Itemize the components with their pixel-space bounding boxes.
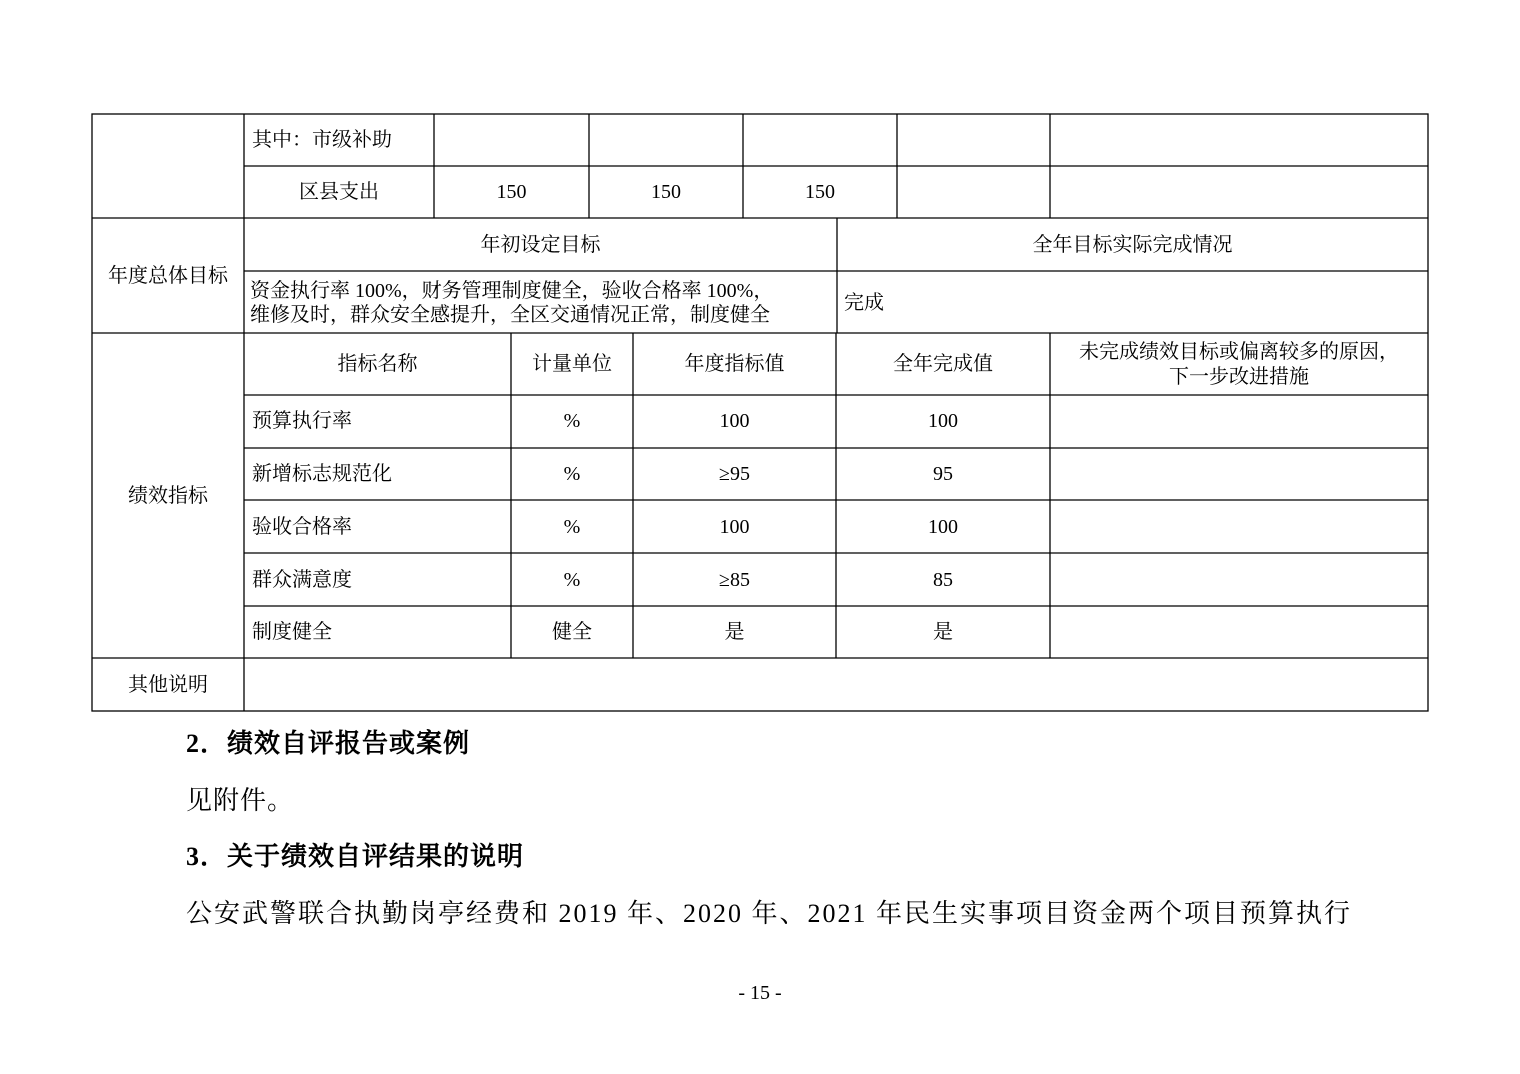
planned-goal-text-line2: 维修及时，群众安全感提升，全区交通情况正常，制度健全: [250, 304, 770, 326]
planned-goal-text-line1: 资金执行率 100%，财务管理制度健全，验收合格率 100%，: [250, 280, 774, 302]
indicator-actual: 100: [928, 410, 958, 432]
indicator-target: 是: [724, 621, 745, 643]
indicator-actual: 95: [933, 463, 953, 485]
indicator-name: 新增标志规范化: [252, 463, 392, 485]
indicator-target: ≥85: [719, 569, 750, 591]
other-notes-label: 其他说明: [128, 674, 208, 696]
planned-goal-header: 年初设定目标: [480, 234, 601, 256]
budget-row-label-district: 区县支出: [299, 181, 379, 203]
annual-goal-row-label: 年度总体目标: [108, 265, 228, 287]
indicator-unit: %: [563, 569, 581, 591]
indicator-unit: %: [563, 410, 581, 432]
header-unit: 计量单位: [532, 353, 612, 375]
header-annual-target: 年度指标值: [684, 353, 785, 375]
budget-district-value-3: 150: [805, 181, 835, 203]
indicator-target: 100: [719, 410, 750, 432]
indicator-name: 群众满意度: [252, 569, 352, 591]
header-annual-actual: 全年完成值: [893, 353, 993, 375]
budget-district-value-1: 150: [496, 181, 527, 203]
indicator-target: ≥95: [719, 463, 750, 485]
page-number: - 15 -: [738, 982, 782, 1004]
indicators-row-label: 绩效指标: [128, 485, 208, 507]
indicator-unit: %: [563, 516, 581, 538]
indicator-actual: 100: [928, 516, 958, 538]
section2-heading: 2．绩效自评报告或案例: [186, 729, 471, 758]
indicator-target: 100: [719, 516, 750, 538]
header-reason-line1: 未完成绩效目标或偏离较多的原因，: [1079, 341, 1399, 363]
section3-text: 公安武警联合执勤岗亭经费和 2019 年、2020 年、2021 年民生实事项目资金两个项目预算执行: [186, 899, 1353, 928]
indicator-name: 制度健全: [252, 621, 332, 643]
header-indicator-name: 指标名称: [337, 353, 418, 375]
indicator-name: 预算执行率: [252, 410, 352, 432]
indicator-unit: 健全: [552, 621, 592, 643]
section3-heading: 3．关于绩效自评结果的说明: [186, 842, 525, 871]
budget-row-label-municipal: 其中：市级补助: [252, 129, 392, 151]
budget-district-value-2: 150: [651, 181, 681, 203]
section2-text: 见附件。: [186, 786, 295, 815]
actual-completion-header: 全年目标实际完成情况: [1032, 234, 1233, 256]
header-reason-line2: 下一步改进措施: [1169, 366, 1309, 388]
indicator-actual: 是: [933, 621, 953, 643]
indicator-actual: 85: [933, 569, 953, 591]
indicator-unit: %: [563, 463, 581, 485]
actual-completion-text: 完成: [844, 292, 884, 314]
indicator-name: 验收合格率: [252, 516, 352, 538]
